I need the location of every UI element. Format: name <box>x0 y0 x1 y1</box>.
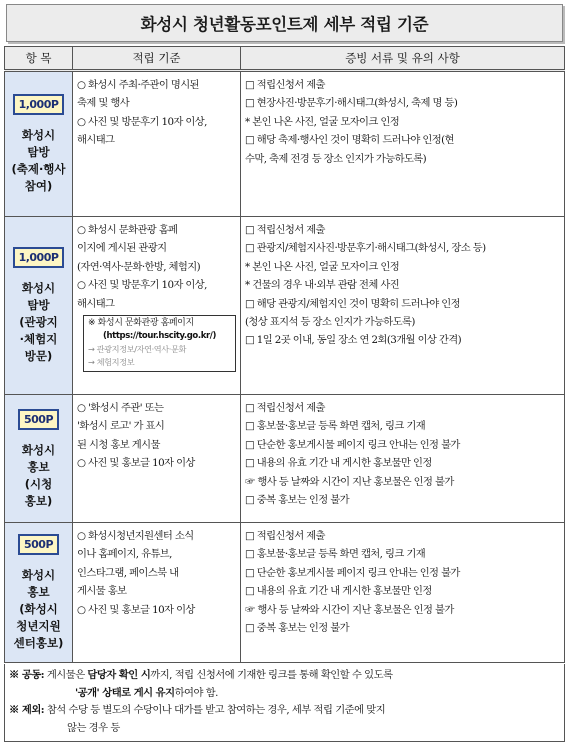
criteria-line: (자연·역사·문화·한방, 체험지) <box>77 260 201 273</box>
criteria-line: '화성시 로고' 가 표시 <box>77 420 165 433</box>
page-title: 화성시 청년활동포인트제 세부 적립 기준 <box>6 4 563 42</box>
points-badge: 500P <box>18 534 59 555</box>
evidence-line: □ 홍보물·홍보글 등록 화면 캡처, 링크 기재 <box>245 420 426 433</box>
footer-notes <box>4 664 565 742</box>
criteria-line: ○ 사진 및 방문후기 10자 이상, <box>77 115 207 128</box>
criteria-line: ○ 사진 및 홍보글 10자 이상 <box>77 603 195 616</box>
item-name: 화성시 홍보 (시청 홍보) <box>21 442 56 508</box>
evidence-cell <box>241 71 565 217</box>
footer-common-cont: '공개' 상태로 게시 유지하여야 함. <box>75 686 218 699</box>
item-cell <box>5 395 73 523</box>
evidence-cell <box>241 217 565 395</box>
evidence-line: □ 단순한 홍보게시물 페이지 링크 안내는 인정 불가 <box>245 438 460 451</box>
criteria-line: ○ 화성시 주최·주관이 명시된 <box>77 79 199 91</box>
item-cell <box>5 217 73 395</box>
evidence-line: □ 적립신청서 제출 <box>245 402 325 414</box>
evidence-line: ☞ 행사 등 날짜와 시간이 지난 홍보물은 인정 불가 <box>245 475 454 488</box>
item-cell <box>5 71 73 217</box>
criteria-line: ○ 사진 및 홍보글 10자 이상 <box>77 457 195 470</box>
criteria-line: ○ 사진 및 방문후기 10자 이상, <box>77 279 207 292</box>
item-cell <box>5 523 73 663</box>
criteria-cell <box>73 395 241 523</box>
tour-site-url: (https://tour.hscity.go.kr/) <box>103 331 216 342</box>
points-badge: 1,000P <box>13 94 65 115</box>
note-sub-line: → 체험지정보 <box>88 357 135 368</box>
evidence-line: □ 해당 관광지/체험지인 것이 명확히 드러나야 인정 <box>245 297 460 310</box>
note-sub-line: → 관광지정보/자연·역사·문화 <box>88 344 187 355</box>
evidence-cell <box>241 523 565 663</box>
evidence-line: □ 홍보물·홍보글 등록 화면 캡처, 링크 기재 <box>245 548 426 561</box>
item-name: 화성시 탐방 (관광지 ·체험지 방문) <box>19 281 58 363</box>
evidence-line: □ 관광지/체험지사진·방문후기·해시태그(화성시, 장소 등) <box>245 242 486 255</box>
evidence-line: □ 적립신청서 제출 <box>245 224 325 236</box>
table-header-row <box>5 47 565 71</box>
header-item: 항 목 <box>5 47 73 71</box>
note-line: ※ 화성시 문화관광 홈페이지 <box>88 318 194 329</box>
table-row <box>5 217 565 395</box>
criteria-cell <box>73 71 241 217</box>
table-row <box>5 395 565 523</box>
criteria-table <box>4 46 565 663</box>
points-badge: 1,000P <box>13 247 65 268</box>
header-criteria: 적립 기준 <box>73 47 241 71</box>
evidence-line: □ 1일 2곳 이내, 동일 장소 연 2회(3개월 이상 간격) <box>245 334 462 347</box>
evidence-line: (청상 표지석 등 장소 인지가 가능하도록) <box>245 316 415 329</box>
evidence-line: * 본인 나온 사진, 얼굴 모자이크 인정 <box>245 115 400 128</box>
evidence-line: □ 중복 홍보는 인정 불가 <box>245 622 349 635</box>
criteria-line: ○ '화성시 주관' 또는 <box>77 402 164 414</box>
evidence-line: □ 중복 홍보는 인정 불가 <box>245 494 349 507</box>
evidence-line: 수막, 축제 전경 등 장소 인지가 가능하도록) <box>245 152 427 165</box>
evidence-line: □ 내용의 유효 기간 내 게시한 홍보물만 인정 <box>245 585 432 598</box>
criteria-cell <box>73 523 241 663</box>
points-badge: 500P <box>18 409 59 430</box>
header-evidence: 증빙 서류 및 유의 사항 <box>241 47 565 71</box>
evidence-line: □ 해당 축제·행사인 것이 명확히 드러나야 인정(현 <box>245 134 454 147</box>
evidence-line: ☞ 행사 등 날짜와 시간이 지난 홍보물은 인정 불가 <box>245 603 454 616</box>
footer-common: ※ 공동: 게시물은 담당자 확인 시까지, 적립 신청서에 기재한 링크를 통해 확인할 수 있도록 <box>9 669 393 681</box>
item-name: 화성시 홍보 (화성시 청년지원 센터홍보) <box>13 568 64 650</box>
tour-site-note <box>83 315 236 372</box>
criteria-line: 해시태그 <box>77 297 115 310</box>
evidence-line: □ 단순한 홍보게시물 페이지 링크 안내는 인정 불가 <box>245 566 460 579</box>
criteria-line: 축제 및 행사 <box>77 97 130 110</box>
criteria-line: ○ 화성시 문화관광 홈페 <box>77 224 178 236</box>
criteria-line: 인스타그램, 페이스북 내 <box>77 566 179 579</box>
criteria-line: 된 시청 홍보 게시물 <box>77 438 160 451</box>
criteria-line: 이지에 게시된 관광지 <box>77 242 167 255</box>
evidence-line: □ 적립신청서 제출 <box>245 79 325 91</box>
criteria-line: 해시태그 <box>77 134 115 147</box>
evidence-line: □ 적립신청서 제출 <box>245 530 325 542</box>
evidence-line: □ 내용의 유효 기간 내 게시한 홍보물만 인정 <box>245 457 432 470</box>
criteria-line: 게시물 홍보 <box>77 585 127 598</box>
criteria-cell <box>73 217 241 395</box>
criteria-line: 이나 홈페이지, 유튜브, <box>77 548 172 561</box>
evidence-cell <box>241 395 565 523</box>
footer-exclude-cont: 않는 경우 등 <box>67 721 120 734</box>
evidence-line: * 건물의 경우 내·외부 관람 전체 사진 <box>245 279 400 292</box>
evidence-line: □ 현장사진·방문후기·해시태그(화성시, 축제 명 등) <box>245 97 458 110</box>
footer-exclude: ※ 제외: 참석 수당 등 별도의 수당이나 대가를 받고 참여하는 경우, 세부 적립 기준에 맞지 <box>9 704 386 716</box>
criteria-line: ○ 화성시청년지원센터 소식 <box>77 530 194 542</box>
table-row <box>5 71 565 217</box>
item-name: 화성시 탐방 (축제·행사 참여) <box>11 128 66 193</box>
table-row <box>5 523 565 663</box>
evidence-line: * 본인 나온 사진, 얼굴 모자이크 인정 <box>245 260 400 273</box>
